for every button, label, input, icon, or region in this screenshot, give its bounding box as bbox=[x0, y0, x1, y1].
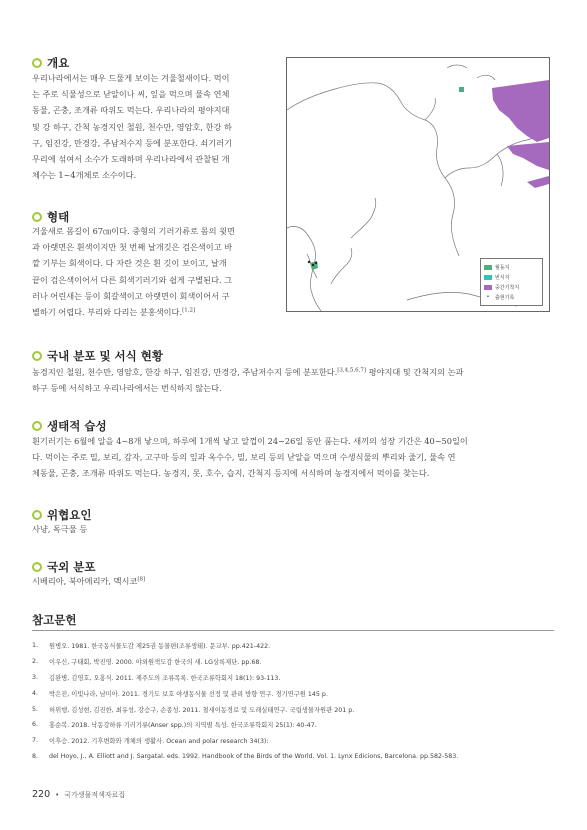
domestic-heading: 국내 분포 및 서식 현황 bbox=[32, 348, 163, 364]
overview-text: 우리나라에서는 매우 드물게 보이는 겨울철새이다. 먹이 는 주로 식물성으로 낟알이나 씨, 잎을 먹으며 물속 연체 동물, 곤충, 조개류 따위도 먹는다. 우리나라의 평야지대 및 강 하구, 간척 농경지인 철원, 천수만, 영암호, 한강 하 구, 임진강, 만경강, 주남저수지 등에 분포한다. 쇠기러기 무리에 섞여서 소수가 도래하며 우리나라에서 관찰된 개 체수는 1~4개체로 소수이다. bbox=[32, 73, 233, 181]
reference-item: 7. 이후승. 2012. 기후변화와 개체의 생활사. Ocean and polar research 34(3): bbox=[32, 737, 269, 746]
heading-bullet-icon bbox=[32, 58, 42, 68]
map-legend bbox=[480, 258, 543, 306]
distribution-map bbox=[286, 57, 550, 312]
ecology-heading: 생태적 습성 bbox=[32, 418, 107, 434]
legend-item: 번식지 bbox=[484, 272, 542, 282]
overseas-heading: 국외 분포 bbox=[32, 559, 95, 575]
references-heading: 참고문헌 bbox=[32, 613, 77, 627]
teal-swatch-icon bbox=[484, 275, 492, 280]
legend-item: 중간기착지 bbox=[484, 282, 542, 292]
green-swatch-icon bbox=[484, 265, 492, 270]
heading-bullet-icon bbox=[32, 212, 42, 222]
heading-bullet-icon bbox=[32, 351, 42, 361]
references-list bbox=[32, 638, 552, 764]
legend-item: 월동지 bbox=[484, 262, 542, 272]
threats-heading: 위협요인 bbox=[32, 507, 91, 523]
page-footer bbox=[32, 789, 125, 800]
legend-item: • 출현기록 bbox=[484, 292, 542, 302]
dot-icon: • bbox=[486, 294, 490, 300]
heading-bullet-icon bbox=[32, 421, 42, 431]
page-number: 220 bbox=[32, 789, 51, 800]
domestic-text: 농경지인 철원, 천수만, 영암호, 한강 하구, 임진강, 만경강, 주남저수지 등에 분포한다.[3,4,5,6,7] 평야지대 및 간척지의 논과 하구 등에 서식하고 우리나라에서는 번식하지 않는다. bbox=[32, 367, 464, 394]
reference-item: 2. 이우신, 구태회, 박진영. 2000. 야외원색도감 한국의 새. LG상록재단. pp.68. bbox=[32, 658, 262, 667]
reference-item: 3. 김완병, 김영호, 오홍식. 2011. 제주도의 조류목록. 한국조류학회지 18(1): 93-113. bbox=[32, 673, 281, 682]
purple-swatch-icon bbox=[484, 285, 492, 290]
threats-text: 사냥, 독극물 등 bbox=[32, 524, 88, 534]
overseas-text: 시베리아, 북아메리카, 멕시코[8] bbox=[32, 576, 146, 586]
series-title: 국가생물적색자료집 bbox=[64, 790, 126, 799]
reference-item: 4. 박은진, 이빛나라, 남미아. 2011. 경기도 보호 야생동식물 선정 및 관리 방향 연구. 경기연구원 145 p. bbox=[32, 689, 328, 698]
form-heading: 형태 bbox=[32, 209, 69, 225]
reference-item: 1. 원병오. 1981. 한국동식물도감 제25권 동물편(조류생태). 문교부. pp.421-422. bbox=[32, 642, 271, 651]
heading-bullet-icon bbox=[32, 562, 42, 572]
citation: [8] bbox=[137, 576, 146, 583]
citation: [1,2] bbox=[182, 307, 196, 314]
references-divider bbox=[32, 630, 554, 631]
overview-heading: 개요 bbox=[32, 55, 69, 71]
citation: [3,4,5,6,7] bbox=[337, 367, 367, 374]
reference-item: 8. del Hoyo, J., A. Elliott and J. Sargatal. eds. 1992. Handbook of the Birds of the World. Vol. 1. Lynx Edicions, Barcelona. pp.582-583. bbox=[32, 752, 459, 760]
reference-item: 6. 홍순복. 2018. 낙동강하류 기러기류(Anser spp.)의 지역별 특성. 한국조류학회지 25(1): 40-47. bbox=[32, 721, 317, 730]
reference-item: 5. 허위행, 김성현, 김진한, 최유성, 강승구, 손종성. 2011. 철새이동경로 및 도래실태연구. 국립생물자원관 201 p. bbox=[32, 705, 355, 714]
form-text: 겨울새로 몸길이 67㎝이다. 중형의 기러기류로 몸의 윗면 과 아랫면은 흰색이지만 첫 번째 날개깃은 검은색이고 바 깥 기부는 회색이다. 다 자란 것은 흰 깃이 보이고, 날개 끝이 검은색이어서 다른 회색기러기와 쉽게 구별된다. 그 러나 어린새는 등이 회갈색이고 아랫면이 회색이어서 구 별하기 어렵다. 부리와 다리는 분홍색이다.[1,2] bbox=[32, 226, 235, 318]
footer-separator: • bbox=[55, 790, 60, 799]
ecology-text: 흰기러기는 6월에 알을 4~8개 낳으며, 하루에 1개씩 낳고 알껍이 24~26일 동안 품는다. 새끼의 성장 기간은 40~50일이 다. 먹이는 주로 밀, 보리, 감자, 고구마 등의 잎과 옥수수, 밀, 보리 등의 낟알을 먹으며 수생식물의 뿌리와 줄기, 물속 연 체동물, 곤충, 조개류 따위도 먹는다. 농경지, 못, 호수, 습지, 간척지 등지에 서식하며 농경지에서 먹이를 찾는다. bbox=[32, 436, 468, 479]
heading-bullet-icon bbox=[32, 510, 42, 520]
